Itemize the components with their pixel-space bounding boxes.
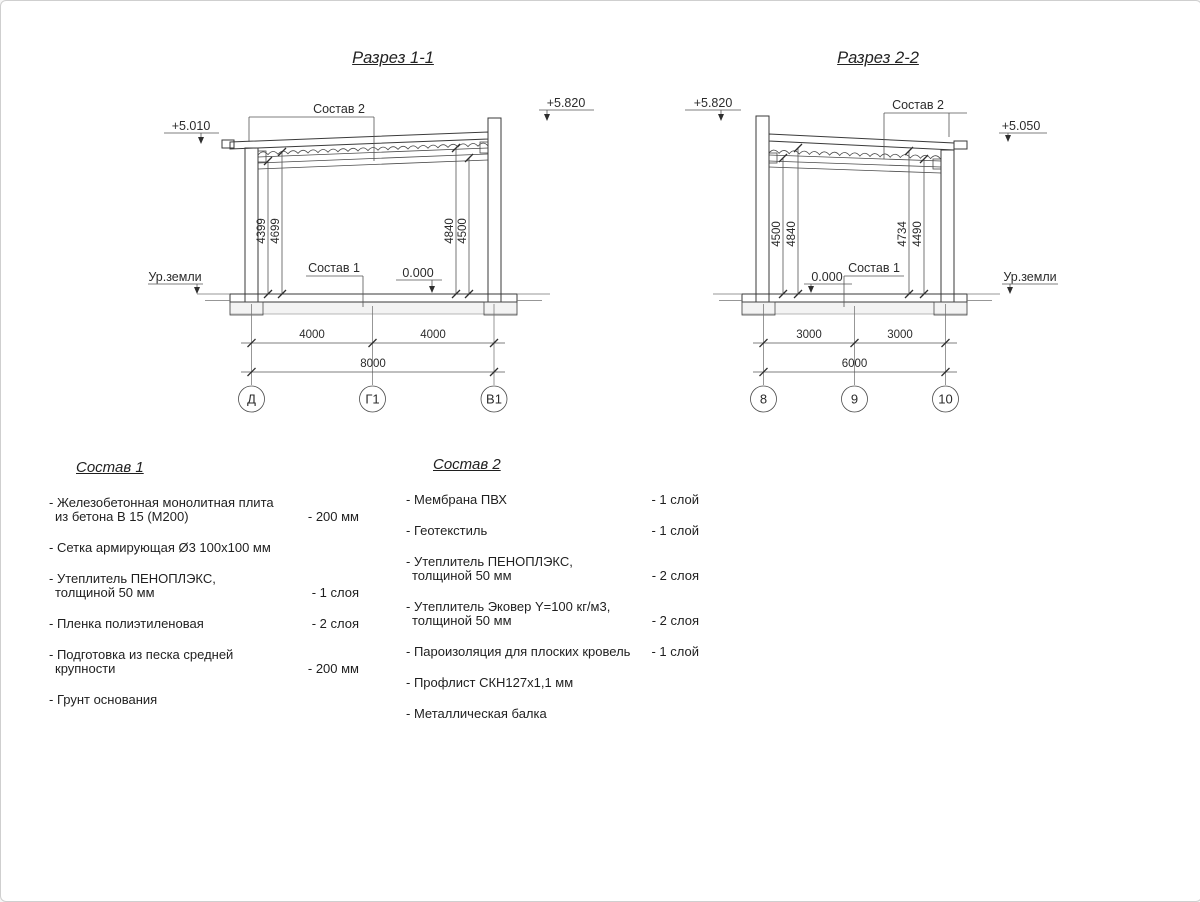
composition2-list	[406, 456, 699, 738]
material-item	[406, 493, 699, 507]
dim-total: 8000	[360, 358, 386, 370]
ground-level-mark	[148, 270, 203, 294]
material-line1: - Подготовка из песка средней	[49, 647, 234, 662]
material-item	[406, 555, 699, 583]
elevation-mark-left	[164, 119, 219, 144]
roof-edge-plate	[954, 141, 967, 149]
composition2-heading: Состав 2	[433, 456, 501, 473]
material-value: - 2 слоя	[311, 616, 359, 631]
material-item	[406, 676, 699, 690]
material-value: - 1 слой	[651, 644, 699, 659]
composition2-leader	[249, 102, 374, 161]
wall-right	[941, 150, 954, 302]
ground-lines	[197, 294, 550, 301]
material-line2: крупности	[55, 661, 116, 676]
ground-level-mark	[1002, 270, 1058, 294]
span-dimensions	[241, 304, 505, 385]
composition1-label: Состав 1	[848, 261, 900, 275]
section-drawing-1-1	[131, 86, 601, 416]
dim-total: 6000	[841, 358, 868, 370]
axis-bubbles	[239, 386, 508, 412]
material-item	[406, 645, 699, 659]
material-item	[406, 600, 699, 628]
section-2-title	[837, 49, 919, 68]
elevation-right-value: +5.050	[1001, 119, 1041, 133]
dim-height-4: 4500	[457, 218, 469, 244]
material-line2: толщиной 50 мм	[412, 568, 512, 583]
composition2-leader	[884, 98, 967, 159]
material-line2: из бетона В 15 (М200)	[55, 509, 189, 524]
material-value: - 2 слоя	[651, 568, 699, 583]
wall-left-parapet	[756, 116, 769, 302]
elevation-left-value: +5.010	[171, 119, 211, 133]
axis-label-1: 8	[759, 391, 768, 407]
floor-slab	[230, 294, 517, 315]
material-value: - 1 слой	[651, 492, 699, 507]
material-line1: - Железобетонная монолитная плита	[49, 495, 274, 510]
dim-height-4: 4490	[912, 221, 924, 247]
section-drawing-2-2	[651, 86, 1121, 416]
wall-right-parapet	[488, 118, 501, 302]
composition1-label: Состав 1	[308, 261, 360, 275]
elevation-mark-right	[539, 96, 594, 121]
composition1-list	[49, 459, 359, 724]
section-1-title	[352, 49, 434, 68]
dim-height-1: 4500	[771, 221, 783, 247]
material-value: - 200 мм	[307, 661, 359, 676]
material-value: - 200 мм	[307, 509, 359, 524]
composition1-leader	[844, 261, 904, 307]
roof-slab	[222, 132, 488, 149]
material-item	[406, 707, 699, 721]
dim-height-2: 4840	[786, 221, 798, 247]
ground-level-label: Ур.земли	[1003, 270, 1057, 284]
material-line2: толщиной 50 мм	[55, 585, 155, 600]
dim-span-1: 3000	[796, 329, 822, 341]
material-line1: - Утеплитель Эковер Y=100 кг/м3,	[406, 599, 611, 614]
material-item	[49, 693, 359, 707]
composition2-label: Состав 2	[313, 102, 365, 116]
composition1-leader	[306, 261, 363, 307]
material-line1: - Геотекстиль	[406, 523, 488, 538]
roof-edge-plate	[222, 140, 234, 148]
section-2-title-text: Разрез 2-2	[837, 49, 919, 67]
dim-height-3: 4734	[897, 221, 909, 247]
dim-height-3: 4840	[444, 218, 456, 244]
axis-label-1: Д	[247, 391, 256, 407]
material-item	[49, 617, 359, 631]
material-value: - 1 слой	[651, 523, 699, 538]
zero-level-mark	[804, 270, 852, 293]
zero-level-value: 0.000	[811, 270, 843, 284]
section-1-title-text: Разрез 1-1	[352, 49, 434, 67]
dim-span-2: 3000	[887, 329, 913, 341]
dim-height-2: 4699	[270, 218, 282, 244]
dim-span-2: 4000	[420, 329, 446, 341]
composition2-label: Состав 2	[892, 98, 944, 112]
material-line1: - Грунт основания	[49, 692, 158, 707]
roof-beam	[258, 142, 488, 169]
material-line1: - Металлическая балка	[406, 706, 547, 721]
material-value: - 1 слоя	[311, 585, 359, 600]
axis-label-2: Г1	[365, 391, 380, 407]
dim-span-1: 4000	[299, 329, 325, 341]
material-item	[49, 572, 359, 600]
axis-label-3: В1	[486, 391, 502, 407]
span-dimensions	[753, 304, 957, 385]
material-line1: - Пароизоляция для плоских кровель	[406, 644, 631, 659]
material-line1: - Мембрана ПВХ	[406, 492, 507, 507]
material-item	[49, 496, 359, 524]
axis-label-2: 9	[850, 391, 859, 407]
sand-layer	[230, 302, 517, 314]
material-line1: - Пленка полиэтиленовая	[49, 616, 204, 631]
dim-height-1: 4399	[256, 218, 268, 244]
material-item	[49, 541, 359, 555]
material-item	[49, 648, 359, 676]
ground-level-label: Ур.земли	[148, 270, 202, 284]
axis-label-3: 10	[938, 391, 953, 407]
axis-bubbles	[751, 386, 959, 412]
vertical-dimensions	[256, 144, 473, 298]
material-line1: - Профлист СКН127х1,1 мм	[406, 675, 574, 690]
zero-level-mark	[396, 266, 442, 293]
material-line1: - Сетка армирующая Ø3 100х100 мм	[49, 540, 271, 555]
zero-level-value: 0.000	[402, 266, 434, 280]
roof-beam	[769, 153, 941, 173]
elevation-right-value: +5.820	[546, 96, 586, 110]
elevation-mark-right	[999, 119, 1047, 142]
composition1-heading: Состав 1	[76, 459, 144, 476]
material-line1: - Утеплитель ПЕНОПЛЭКС,	[406, 554, 573, 569]
elevation-left-value: +5.820	[693, 96, 733, 110]
material-line2: толщиной 50 мм	[412, 613, 512, 628]
elevation-mark-left	[685, 96, 741, 121]
material-value: - 2 слоя	[651, 613, 699, 628]
material-line1: - Утеплитель ПЕНОПЛЭКС,	[49, 571, 216, 586]
material-item	[406, 524, 699, 538]
